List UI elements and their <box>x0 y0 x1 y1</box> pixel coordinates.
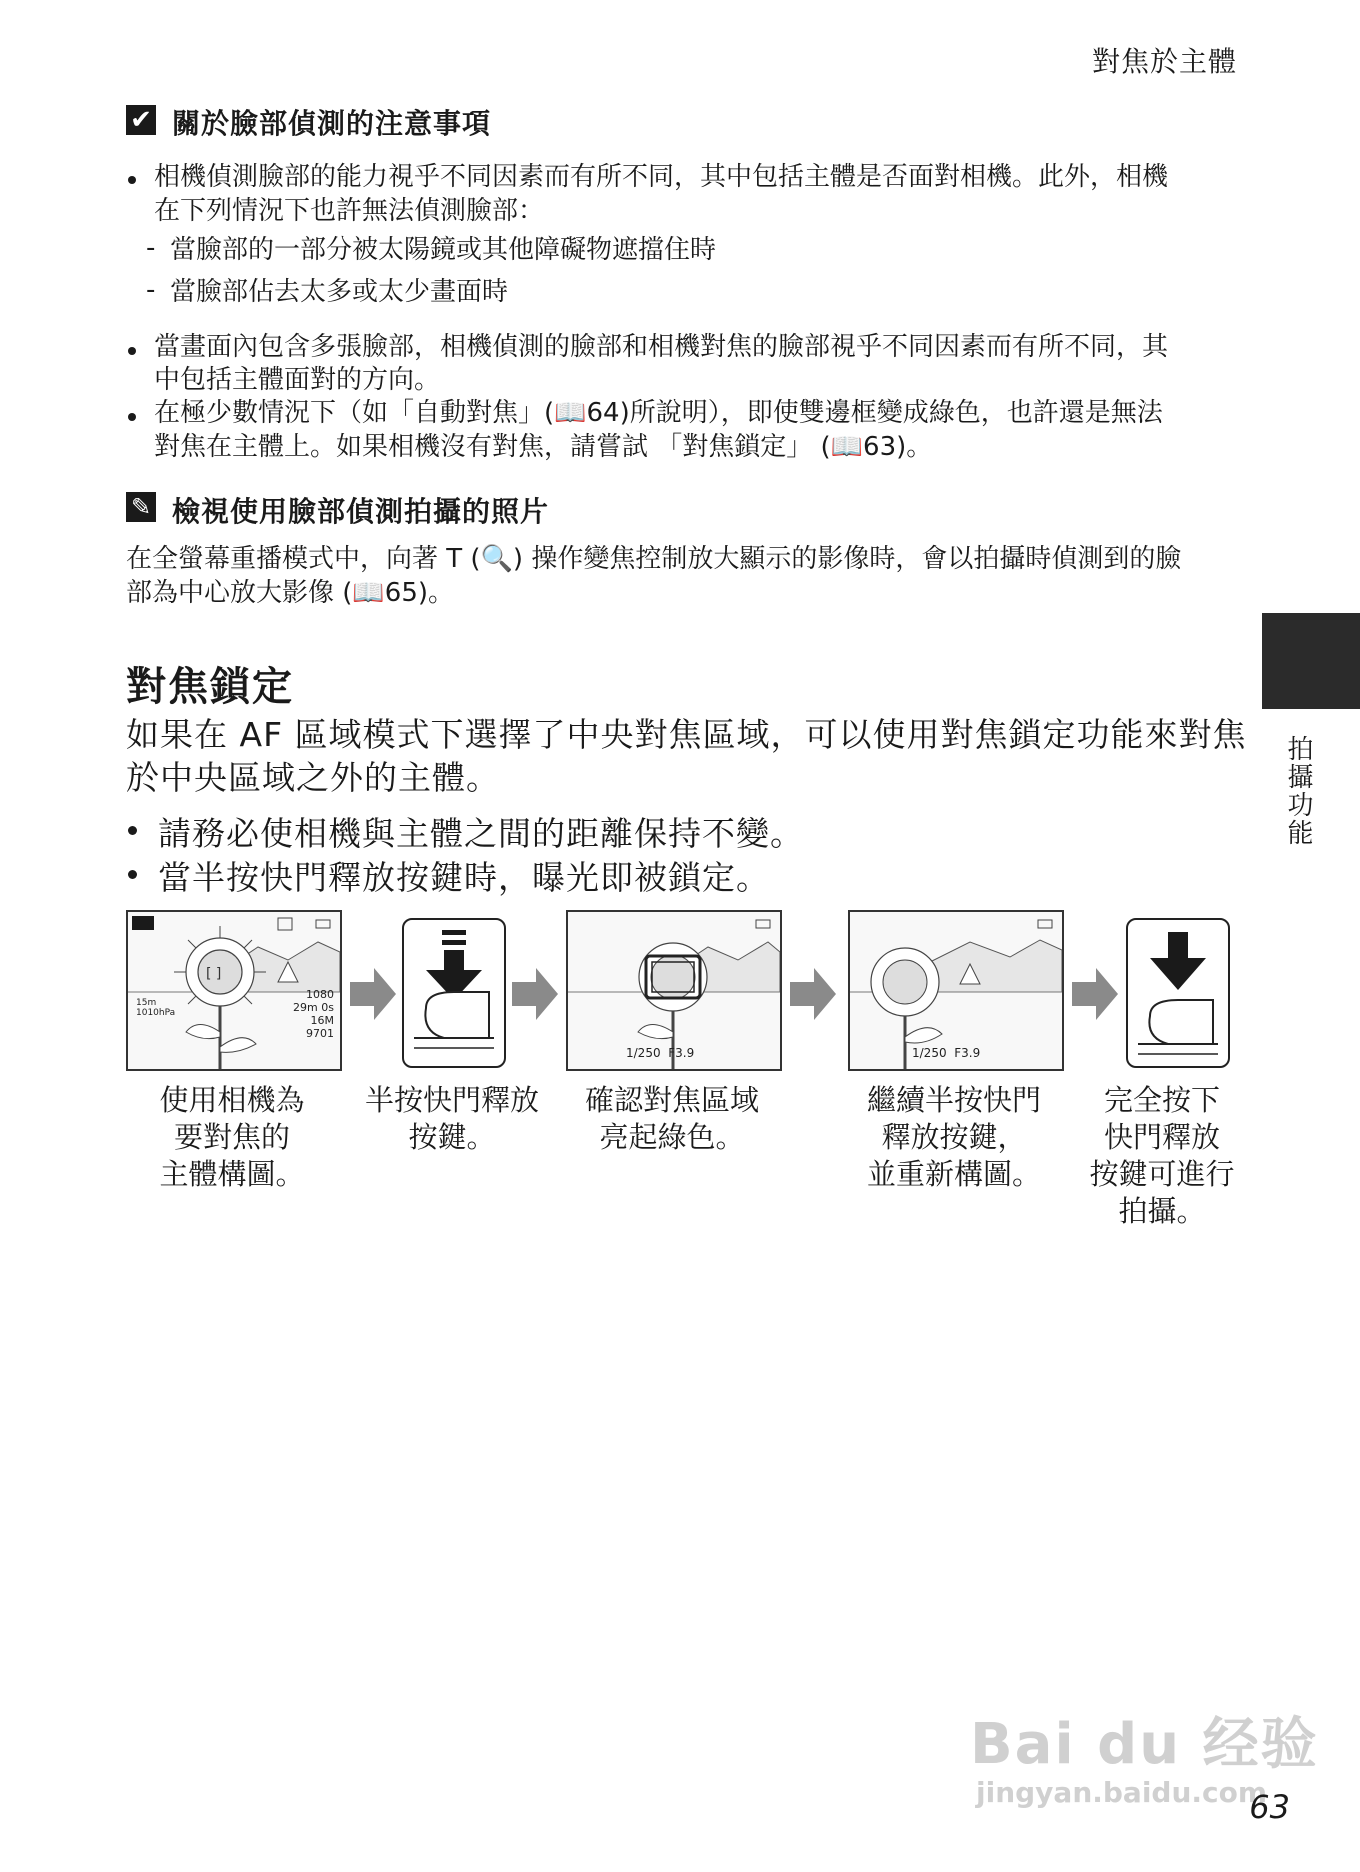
focus-lock-intro-line: 如果在 AF 區域模式下選擇了中央對焦區域，可以使用對焦鎖定功能來對焦 <box>126 715 1247 754</box>
list-item: 相機偵測臉部的能力視乎不同因素而有所不同，其中包括主體是否面對相機。此外，相機 <box>154 162 1169 192</box>
camera-screen-compose <box>126 910 342 1071</box>
shutter-full-press-illustration <box>1126 918 1230 1068</box>
baidu-watermark-logo: Bai du 经验 <box>970 1712 1319 1777</box>
section-title-focus-lock: 對焦鎖定 <box>126 664 294 710</box>
bullet-dot-icon <box>128 413 136 421</box>
list-item: 當畫面內包含多張臉部，相機偵測的臉部和相機對焦的臉部視乎不同因素而有所不同，其 <box>154 332 1169 362</box>
list-item: 對焦在主體上。如果相機沒有對焦，請嘗試 「對焦鎖定」 (📖63)。 <box>154 432 933 462</box>
screen-info-left: 15m 1010hPa <box>136 998 176 1018</box>
bullet-dot-icon <box>128 176 136 184</box>
baidu-watermark-url: jingyan.baidu.com <box>976 1776 1268 1809</box>
list-item: 在極少數情況下（如「自動對焦」(📖64)所說明），即使雙邊框變成綠色，也許還是無法 <box>154 398 1163 428</box>
list-item: 在下列情況下也許無法偵測臉部： <box>154 196 545 226</box>
playback-note-line: 部為中心放大影像 (📖65)。 <box>126 578 455 608</box>
shutter-half-press-illustration <box>402 918 506 1068</box>
focus-lock-bullet: 當半按快門釋放按鍵時，曝光即被鎖定。 <box>158 858 770 897</box>
right-arrow-icon <box>1072 968 1118 1020</box>
right-arrow-icon <box>790 968 836 1020</box>
bullet-dot-icon <box>128 347 136 355</box>
svg-text:[ ]: [ ] <box>206 966 222 982</box>
note-title-playback: 檢視使用臉部偵測拍攝的照片 <box>172 495 550 528</box>
step-caption-2: 半按快門釋放 按鍵。 <box>364 1083 539 1154</box>
camera-screen-focus-confirmed <box>566 910 782 1071</box>
page-header-title: 對焦於主體 <box>1091 45 1237 78</box>
focus-lock-intro-line: 於中央區域之外的主體。 <box>126 758 500 797</box>
step-caption-3: 確認對焦區域 亮起綠色。 <box>584 1083 759 1154</box>
bullet-dot-icon <box>128 870 137 879</box>
step-caption-5: 完全按下 快門釋放 按鍵可進行 拍攝。 <box>1089 1083 1235 1228</box>
list-item: 當臉部的一部分被太陽鏡或其他障礙物遮擋住時 <box>170 235 717 265</box>
list-item: 當臉部佔去太多或太少畫面時 <box>170 277 509 307</box>
focus-lock-bullet: 請務必使相機與主體之間的距離保持不變。 <box>158 814 804 853</box>
dash-marker: - <box>146 233 156 263</box>
right-arrow-icon <box>512 968 558 1020</box>
check-note-icon: ✔ <box>126 105 156 135</box>
step-caption-1: 使用相機為 要對焦的 主體構圖。 <box>159 1083 305 1191</box>
pencil-note-icon: ✎ <box>126 492 156 522</box>
page-number: 63 <box>1249 1788 1290 1826</box>
chapter-tab-label: 拍攝功能 <box>1283 735 1313 847</box>
step-caption-4: 繼續半按快門 釋放按鍵， 並重新構圖。 <box>866 1083 1041 1191</box>
camera-screen-recompose <box>848 910 1064 1071</box>
screen-info-right: 1080 29m 0s 16M 9701 <box>293 988 334 1040</box>
dash-marker: - <box>146 275 156 305</box>
right-arrow-icon <box>350 968 396 1020</box>
playback-note-line: 在全螢幕重播模式中，向著 T (🔍) 操作變焦控制放大顯示的影像時，會以拍攝時偵測到的臉 <box>126 544 1182 574</box>
note-title-face-detection: 關於臉部偵測的注意事項 <box>172 107 492 140</box>
exposure-readout: 1/250 F3.9 <box>912 1046 981 1060</box>
chapter-tab-marker <box>1262 613 1360 709</box>
exposure-readout: 1/250 F3.9 <box>626 1046 695 1060</box>
bullet-dot-icon <box>128 826 137 835</box>
list-item: 中包括主體面對的方向。 <box>154 365 441 395</box>
